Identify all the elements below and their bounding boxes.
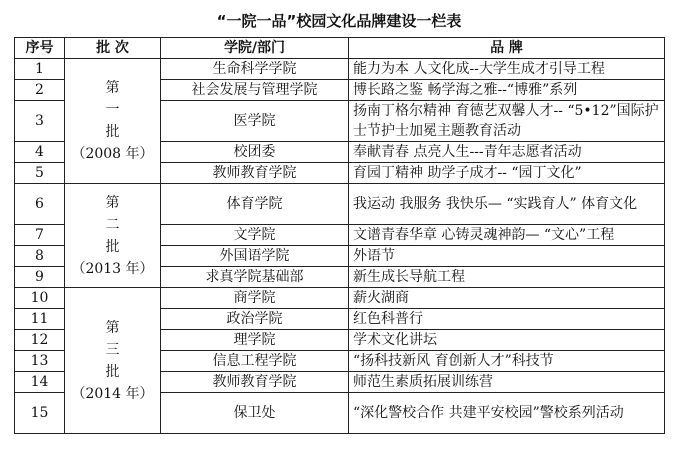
- row-number: 8: [15, 246, 65, 267]
- dept-cell: 商学院: [161, 288, 349, 309]
- row-number: 5: [15, 163, 65, 184]
- dept-cell: 政治学院: [161, 309, 349, 330]
- row-number: 6: [15, 184, 65, 225]
- batch-cell-3: [65, 288, 161, 434]
- batch-line: 一: [105, 102, 120, 118]
- dept-cell: 理学院: [161, 330, 349, 351]
- row-number: 3: [15, 101, 65, 142]
- brand-cell: 学术文化讲坛: [349, 330, 665, 351]
- brand-cell: “深化警校合作 共建平安校园”警校系列活动: [349, 393, 665, 434]
- batch-line: 三: [105, 341, 120, 358]
- dept-cell: 文学院: [161, 225, 349, 246]
- batch-line: 第: [105, 319, 120, 336]
- brand-cell: 红色科普行: [349, 309, 665, 330]
- table-row: [15, 288, 665, 309]
- row-number: 7: [15, 225, 65, 246]
- batch-line: 二: [105, 216, 120, 233]
- row-number: 9: [15, 267, 65, 288]
- batch-line: 第: [105, 80, 120, 96]
- brand-cell: “扬科技新风 育创新人才”科技节: [349, 351, 665, 372]
- brand-cell: 新生成长导航工程: [349, 267, 665, 288]
- brand-cell: 育园丁精神 助学子成才-- “园丁文化”: [349, 163, 665, 184]
- dept-cell: 求真学院基础部: [161, 267, 349, 288]
- brand-cell: 扬南丁格尔精神 育德艺双馨人才-- “5•12”国际护士节护士加冕主题教育活动: [349, 101, 665, 142]
- header-brand: 品 牌: [349, 38, 665, 59]
- batch-line: 第: [105, 194, 120, 211]
- dept-cell: 教师教育学院: [161, 372, 349, 393]
- batch-cell-2: [65, 184, 161, 288]
- dept-cell: 校团委: [161, 142, 349, 163]
- brand-cell: 薪火湖商: [349, 288, 665, 309]
- row-number: 4: [15, 142, 65, 163]
- row-number: 1: [15, 59, 65, 80]
- table-title: “一院一品”校园文化品牌建设一栏表: [216, 12, 462, 30]
- batch-line: （2008 年）: [71, 146, 154, 162]
- row-number: 2: [15, 80, 65, 101]
- table-row: [15, 59, 665, 80]
- row-number: 13: [15, 351, 65, 372]
- batch-line: 批: [105, 363, 120, 380]
- brand-cell: 博长路之鉴 畅学海之雅--“博雅”系列: [349, 80, 665, 101]
- dept-cell: 医学院: [161, 101, 349, 142]
- brand-cell: 外语节: [349, 246, 665, 267]
- dept-cell: 社会发展与管理学院: [161, 80, 349, 101]
- table-row: [15, 184, 665, 225]
- batch-line: 批: [105, 124, 120, 140]
- header-no: 序号: [15, 38, 65, 59]
- row-number: 11: [15, 309, 65, 330]
- dept-cell: 外国语学院: [161, 246, 349, 267]
- row-number: 12: [15, 330, 65, 351]
- row-number: 10: [15, 288, 65, 309]
- row-number: 15: [15, 393, 65, 434]
- brand-cell: 我运动 我服务 我快乐— “实践育人” 体育文化: [349, 184, 665, 225]
- dept-cell: 体育学院: [161, 184, 349, 225]
- header-dept: 学院/部门: [161, 38, 349, 59]
- row-number: 14: [15, 372, 65, 393]
- batch-line: 批: [105, 238, 120, 255]
- batch-cell-1: [65, 59, 161, 184]
- brand-table: [14, 37, 665, 434]
- brand-cell: 能力为本 人文化成--大学生成才引导工程: [349, 59, 665, 80]
- header-row: [15, 38, 665, 59]
- batch-line: （2013 年）: [71, 260, 154, 277]
- dept-cell: 生命科学学院: [161, 59, 349, 80]
- header-batch: 批 次: [65, 38, 161, 59]
- dept-cell: 信息工程学院: [161, 351, 349, 372]
- brand-cell: 师范生素质拓展训练营: [349, 372, 665, 393]
- brand-cell: 文谱青春华章 心铸灵魂神韵— “文心”工程: [349, 225, 665, 246]
- dept-cell: 保卫处: [161, 393, 349, 434]
- dept-cell: 教师教育学院: [161, 163, 349, 184]
- batch-line: （2014 年）: [71, 385, 154, 402]
- brand-cell: 奉献青春 点亮人生---青年志愿者活动: [349, 142, 665, 163]
